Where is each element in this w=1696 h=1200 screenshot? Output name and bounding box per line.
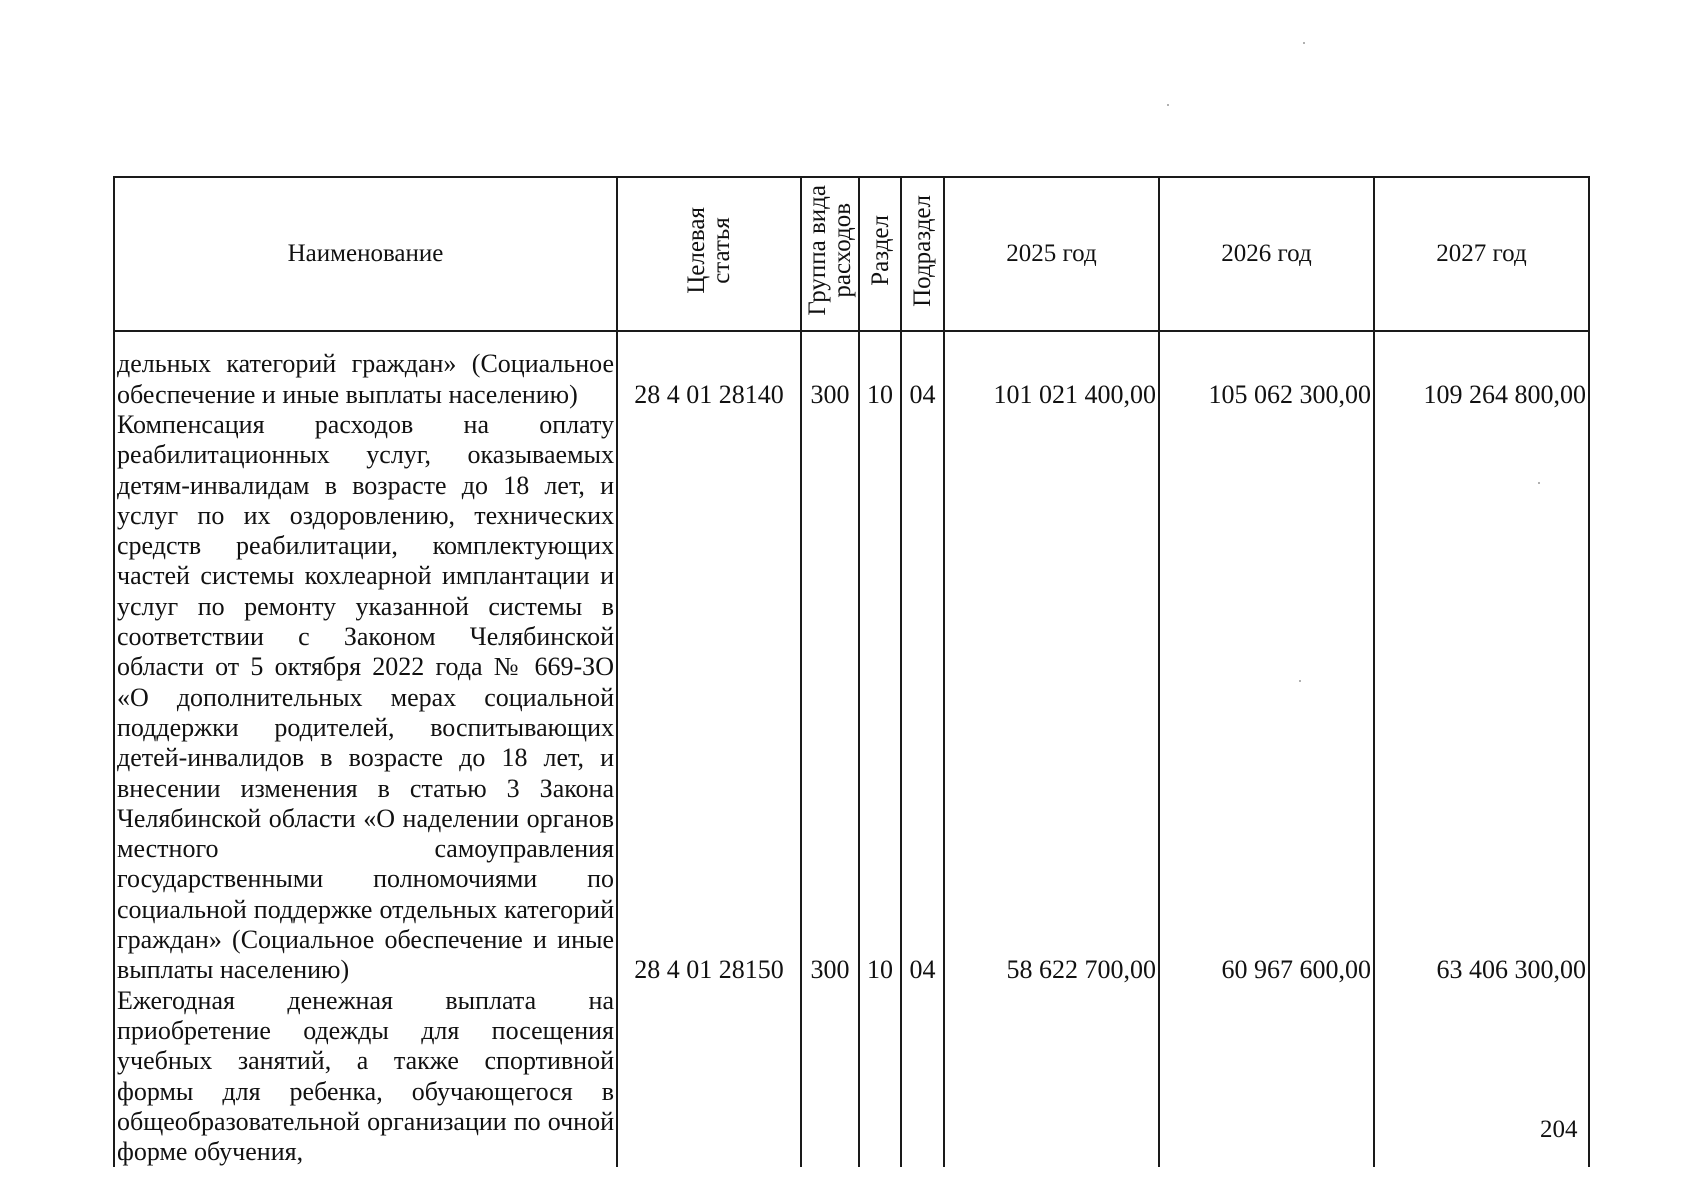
row-2027: 63 406 300,00 xyxy=(1374,410,1589,986)
row-section: 10 xyxy=(859,331,901,410)
table-row xyxy=(114,986,1589,1168)
row-2027: 109 264 800,00 xyxy=(1374,331,1589,410)
row-group: 300 xyxy=(801,331,859,410)
scan-speck xyxy=(1538,482,1540,484)
scan-speck xyxy=(1167,104,1169,106)
row-2026 xyxy=(1159,986,1374,1168)
header-code: Целевая статья xyxy=(617,177,801,331)
row-2026: 60 967 600,00 xyxy=(1159,410,1374,986)
header-group: Группа вида расходов xyxy=(801,177,859,331)
budget-table xyxy=(113,176,1590,1167)
row-code xyxy=(617,986,801,1168)
row-2025 xyxy=(944,986,1159,1168)
row-code: 28 4 01 28150 xyxy=(617,410,801,986)
table-row xyxy=(114,410,1589,986)
row-name: Компенсация расходов на оплату реабилитационных услуг, оказываемых детям-инвалидам в возрасте до 18 лет, и услуг по их оздоровлению, технических средств реабилитации, комплектующих частей системы кохлеарной имплантации и услуг по ремонту указанной системы в соответствии с Законом Челябинской области от 5 октября 2022 года № 669-ЗО «О дополнительных мерах социальной поддержки родителей, воспитывающих детей-инвалидов в возрасте до 18 лет, и внесении изменения в статью 3 Закона Челябинской области «О наделении органов местного самоуправления государственными полномочиями по социальной поддержке отдельных категорий граждан» (Социальное обеспечение и иные выплаты населению) xyxy=(114,410,617,986)
header-2027: 2027 год xyxy=(1374,177,1589,331)
row-subsection: 04 xyxy=(901,331,944,410)
header-subsection: Подраздел xyxy=(901,177,944,331)
row-subsection: 04 xyxy=(901,410,944,986)
page-number: 204 xyxy=(1540,1116,1578,1143)
row-section xyxy=(859,986,901,1168)
header-section: Раздел xyxy=(859,177,901,331)
row-group: 300 xyxy=(801,410,859,986)
row-group xyxy=(801,986,859,1168)
row-2026: 105 062 300,00 xyxy=(1159,331,1374,410)
table-header-row xyxy=(114,177,1589,331)
row-section: 10 xyxy=(859,410,901,986)
row-code: 28 4 01 28140 xyxy=(617,331,801,410)
row-name: Ежегодная денежная выплата на приобретение одежды для посещения учебных занятий, а также спортивной формы для ребенка, обучающегося в общеобразовательной организации по очной форме обучения, xyxy=(114,986,617,1168)
scan-speck xyxy=(1303,42,1305,44)
header-name: Наименование xyxy=(114,177,617,331)
table-row xyxy=(114,331,1589,410)
header-2026: 2026 год xyxy=(1159,177,1374,331)
row-subsection xyxy=(901,986,944,1168)
row-2025: 58 622 700,00 xyxy=(944,410,1159,986)
row-2025: 101 021 400,00 xyxy=(944,331,1159,410)
row-name: дельных категорий граждан» (Социальное обеспечение и иные выплаты населению) xyxy=(114,331,617,410)
header-2025: 2025 год xyxy=(944,177,1159,331)
scan-speck xyxy=(1299,680,1301,682)
